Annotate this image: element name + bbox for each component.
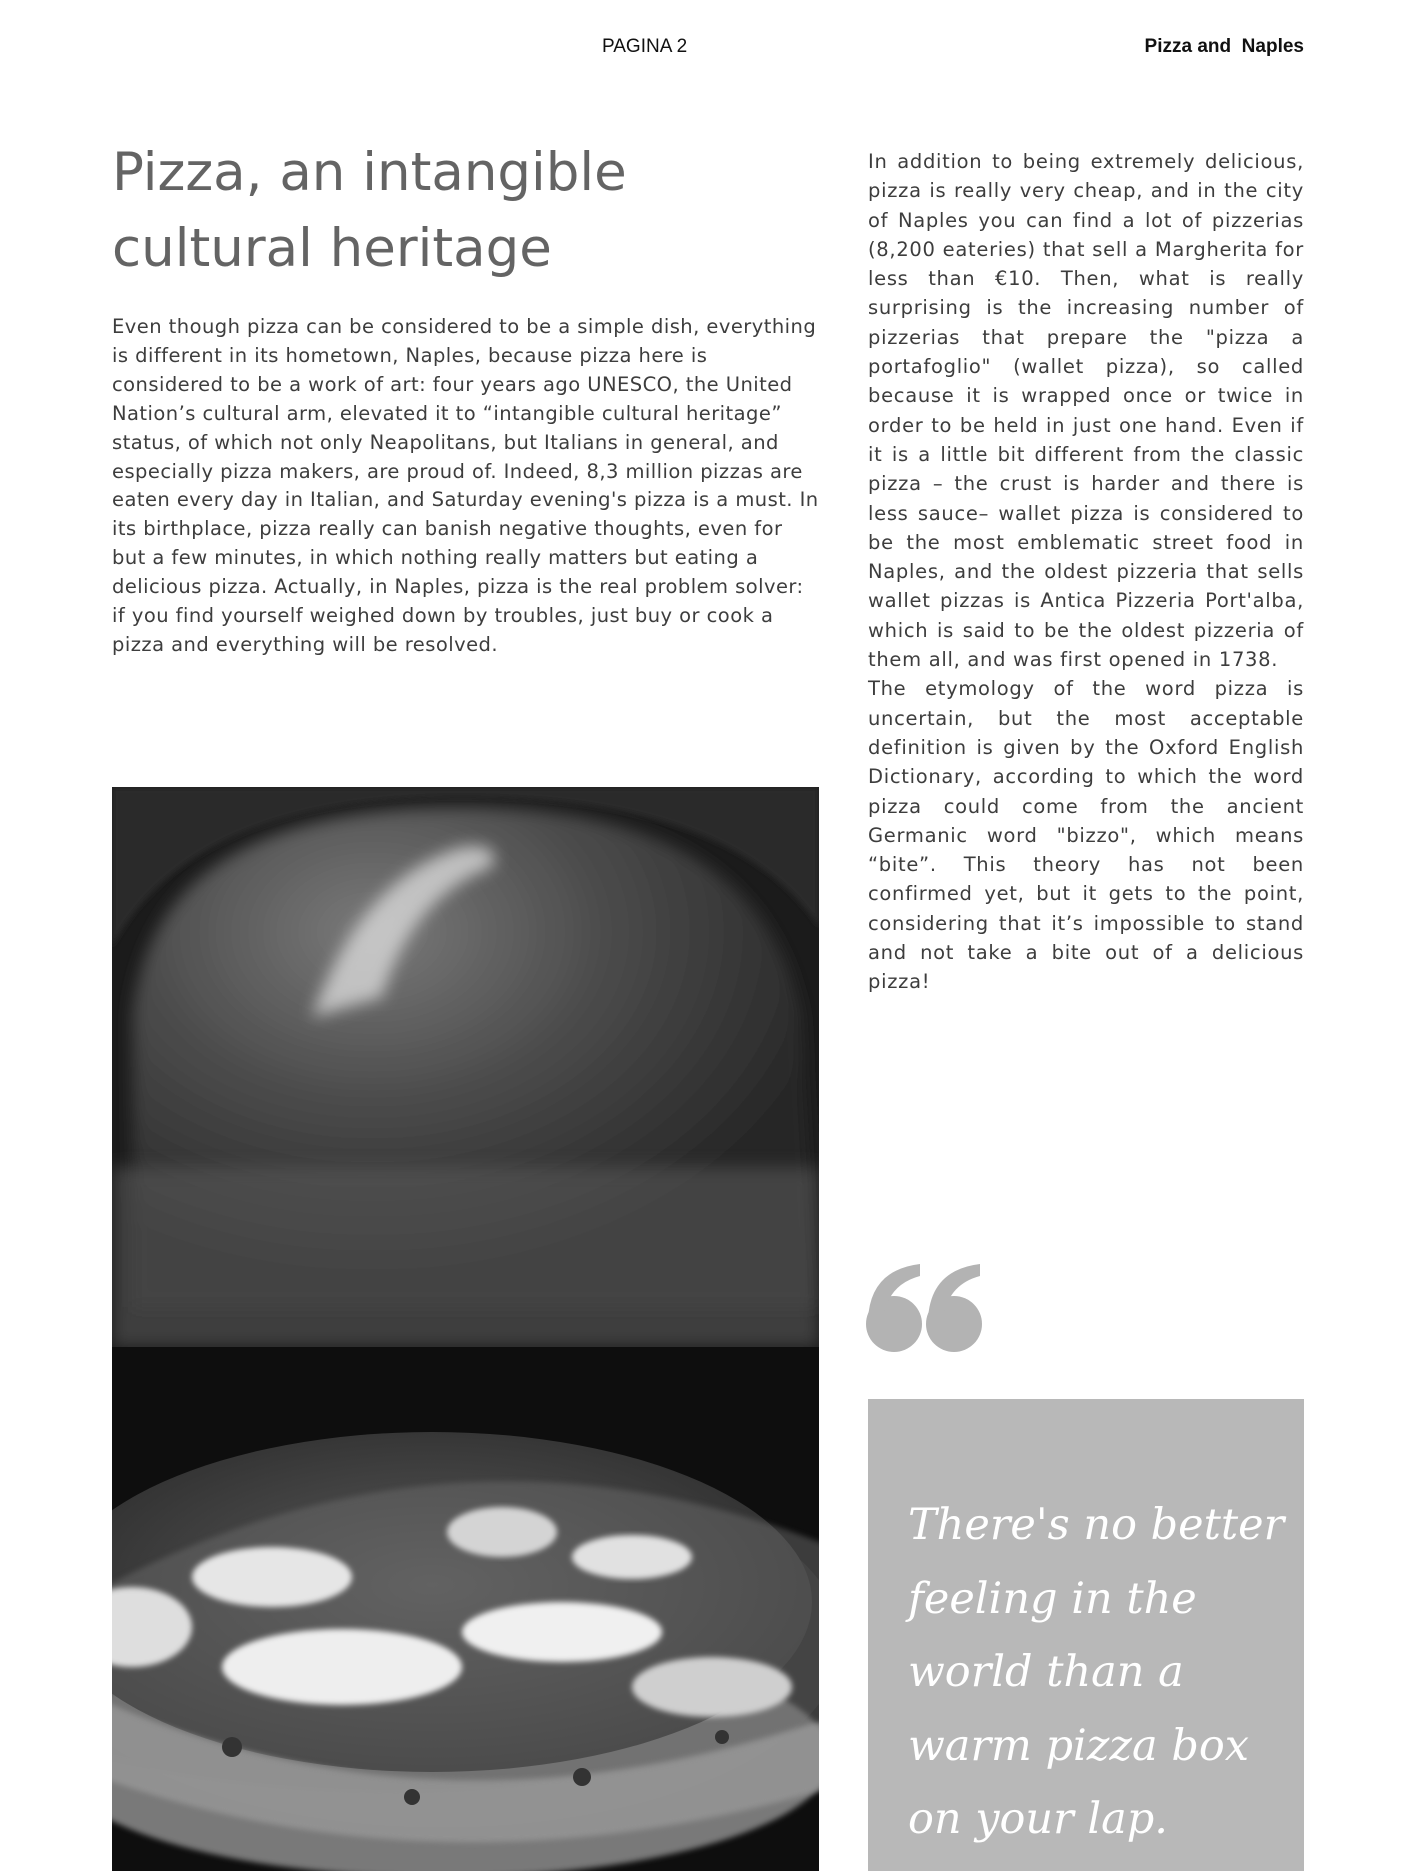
magazine-title: Pizza and Naples bbox=[1144, 36, 1304, 57]
left-column bbox=[112, 313, 822, 660]
right-paragraph-1: In addition to being extremely delicious, pizza is really very cheap, and in the city of Naples you can find a lot of pizzerias (8,200 eateries) that sell a Margherita for less than €10. Then, what is really surprising is the increasing number of pizzerias that prepare the "pizza a portafoglio" (wallet pizza), so called because it is wrapped once or twice in order to be held in just one hand. Even if it is a little bit different from the classic pizza – the crust is harder and there is less sauce– wallet pizza is considered to be the most emblematic street food in Naples, and the oldest pizzeria that sells wallet pizzas is Antica Pizzeria Port'alba, which is said to be the oldest pizzeria of them all, and was first opened in 1738. bbox=[868, 150, 1304, 672]
page-number: PAGINA 2 bbox=[602, 36, 688, 57]
pull-quote-box bbox=[868, 1399, 1304, 1871]
pizza-photo-image bbox=[112, 787, 819, 1871]
double-quote-icon bbox=[862, 1258, 992, 1358]
pull-quote-text: There's no better feeling in the world than a warm pizza box on your lap. bbox=[908, 1500, 1285, 1844]
right-paragraph-2: The etymology of the word pizza is uncertain, but the most acceptable definition is given by the Oxford English Dictionary, according to which the word pizza could come from the ancient Germanic word "bizzo", which means “bite”. This theory has not been confirmed yet, but it gets to the point, considering that it’s impossible to stand and not take a bite out of a delicious pizza! bbox=[868, 677, 1304, 994]
article-title: Pizza, an intangible cultural heritage bbox=[112, 142, 627, 279]
left-paragraph: Even though pizza can be considered to be a simple dish, everything is different in its hometown, Naples, because pizza here is considered to be a work of art: four years ago UNESCO, the United Nation’s cultural arm, elevated it to “intangible cultural heritage” status, of which not only Neapolitans, but Italians in general, and especially pizza makers, are proud of. Indeed, 8,3 million pizzas are eaten every day in Italian, and Saturday evening's pizza is a must. In its birthplace, pizza really can banish negative thoughts, even for but a few minutes, in which nothing really matters but eating a delicious pizza. Actually, in Naples, pizza is the real problem solver: if you find yourself weighed down by troubles, just buy or cook a pizza and everything will be resolved. bbox=[112, 315, 819, 656]
right-column bbox=[868, 147, 1304, 997]
pizza-photo bbox=[112, 787, 819, 1871]
